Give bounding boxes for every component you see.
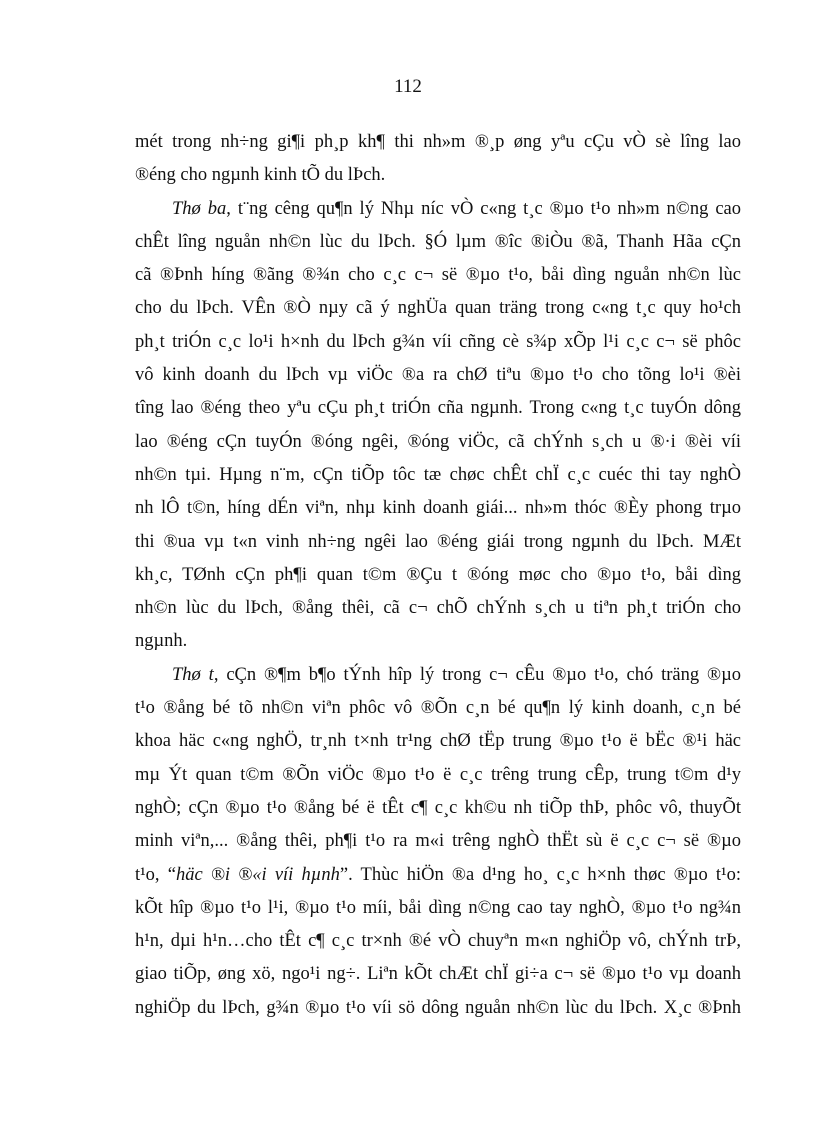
text-run: mét trong nh÷ng gi¶i ph¸p kh¶ thi nh»m ®¸p øng yªu cÇu vÒ sè lîng lao — [135, 132, 741, 152]
text-line — [135, 692, 741, 725]
text-run: h¹n, dµi h¹n…cho tÊt c¶ c¸c tr×nh ®é vÒ chuyªn m«n nghiÖp vô, chÝnh trÞ, — [135, 931, 741, 952]
paragraph — [135, 659, 741, 1025]
page-number: 112 — [394, 76, 422, 97]
text-run: nh©n tµi. Hµng n¨m, cÇn tiÕp tôc tæ chøc chÊt chÏ c¸c cuéc thi tay nghÒ — [135, 464, 741, 485]
text-run: kÕt hîp ®µo t¹o l¹i, ®µo t¹o míi, båi dìng n©ng cao tay nghÒ, ®µo t¹o ng¾n — [135, 897, 741, 918]
italic-text: Thø t — [172, 664, 214, 685]
text-line — [135, 259, 741, 292]
text-line — [135, 559, 741, 592]
text-run: mµ Ýt quan t©m ®Õn viÖc ®µo t¹o ë c¸c trêng trung cÊp, trung t©m d¹y — [135, 764, 741, 785]
text-run: nghÒ; cÇn ®µo t¹o ®ång bé ë tÊt c¶ c¸c kh©u nh tiÕp thÞ, phôc vô, thuyÕt — [135, 797, 741, 818]
text-line — [135, 759, 741, 792]
text-line — [135, 492, 741, 525]
text-run: t¹o ®ång bé tõ nh©n viªn phôc vô ®Õn c¸n bé qu¶n lý kinh doanh, c¸n bé — [135, 698, 741, 719]
text-run: vô kinh doanh du lÞch vµ viÖc ®a ra chØ tiªu ®µo t¹o cho tõng lo¹i ®èi — [135, 365, 741, 386]
text-run: nghiÖp du lÞch, g¾n ®µo t¹o víi sö dông nguån nh©n lùc du lÞch. X¸c ®Þnh — [135, 997, 741, 1018]
text-run: ngµnh. — [135, 631, 188, 652]
text-line — [135, 426, 741, 459]
text-run: khoa häc c«ng nghÖ, tr¸nh t×nh tr¹ng chØ tËp trung ®µo t¹o ë bËc ®¹i häc — [135, 731, 741, 752]
italic-text: Thø ba — [172, 198, 227, 219]
text-run: tîng lao ®éng theo yªu cÇu ph¸t triÓn cña ngµnh. Trong c«ng t¸c tuyÓn dông — [135, 398, 741, 419]
text-line — [135, 792, 741, 825]
text-run: chÊt lîng nguån nh©n lùc du lÞch. §Ó lµm ®îc ®iÒu ®ã, Thanh Hãa cÇn — [135, 231, 741, 252]
text-line — [135, 359, 741, 392]
text-run: kh¸c, TØnh cÇn ph¶i quan t©m ®Çu t ®óng møc cho ®µo t¹o, båi dìng — [135, 564, 741, 585]
text-line — [135, 126, 741, 159]
text-run: giao tiÕp, øng xö, ngo¹i ng÷. Liªn kÕt chÆt chÏ gi÷a c¬ së ®µo t¹o vµ doanh — [135, 964, 741, 985]
text-run: t¹o, “ — [135, 864, 176, 885]
text-line — [135, 592, 741, 625]
text-line — [135, 958, 741, 991]
text-run: ph¸t triÓn c¸c lo¹i h×nh du lÞch g¾n víi cñng cè s¾p xÕp l¹i c¸c c¬ së phôc — [135, 331, 741, 352]
text-run: nh©n lùc du lÞch, ®ång thêi, cã c¬ chÕ chÝnh s¸ch u tiªn ph¸t triÓn cho — [135, 598, 741, 619]
text-line — [135, 292, 741, 325]
text-run: minh viªn,... ®ång thêi, ph¶i t¹o ra m«i trêng nghÒ thËt sù ë c¸c c¬ së ®µo — [135, 831, 741, 852]
text-run: ”. Thùc hiÖn ®a d¹ng ho¸ c¸c h×nh thøc ®µo t¹o: — [339, 864, 741, 885]
body-text — [135, 126, 741, 1025]
italic-text: häc ®i ®«i víi hµnh — [175, 864, 340, 885]
text-line — [135, 459, 741, 492]
paragraph — [135, 193, 741, 659]
text-line — [135, 659, 741, 692]
text-line — [135, 859, 741, 892]
text-line — [135, 892, 741, 925]
text-line — [135, 625, 741, 658]
text-run: thi ®ua vµ t«n vinh nh÷ng ngêi lao ®éng giái trong ngµnh du lÞch. MÆt — [135, 531, 741, 552]
text-line — [135, 326, 741, 359]
text-line — [135, 925, 741, 958]
text-line — [135, 392, 741, 425]
text-line — [135, 226, 741, 259]
text-run: , cÇn ®¶m b¶o tÝnh hîp lý trong c¬ cÊu ®µo t¹o, chó träng ®µo — [213, 664, 741, 685]
text-run: , t¨ng cêng qu¶n lý Nhµ níc vÒ c«ng t¸c ®µo t¹o nh»m n©ng cao — [226, 198, 741, 219]
text-run: nh lÔ t©n, híng dÉn viªn, nhµ kinh doanh giái... nh»m thóc ®Èy phong trµo — [135, 498, 741, 519]
paragraph — [135, 126, 741, 193]
text-line — [135, 825, 741, 858]
text-line — [135, 193, 741, 226]
text-line — [135, 159, 741, 192]
text-line — [135, 725, 741, 758]
text-run: ®éng cho ngµnh kinh tÕ du lÞch. — [135, 165, 386, 186]
text-run: cã ®Þnh híng ®ãng ®¾n cho c¸c c¬ së ®µo t¹o, båi dìng nguån nh©n lùc — [135, 265, 741, 286]
text-run: cho du lÞch. VÊn ®Ò nµy cã ý nghÜa quan träng trong c«ng t¸c quy ho¹ch — [135, 298, 741, 319]
text-line — [135, 992, 741, 1025]
text-run: lao ®éng cÇn tuyÓn ®óng ngêi, ®óng viÖc, cã chÝnh s¸ch u ®·i ®èi víi — [135, 431, 741, 452]
text-line — [135, 526, 741, 559]
